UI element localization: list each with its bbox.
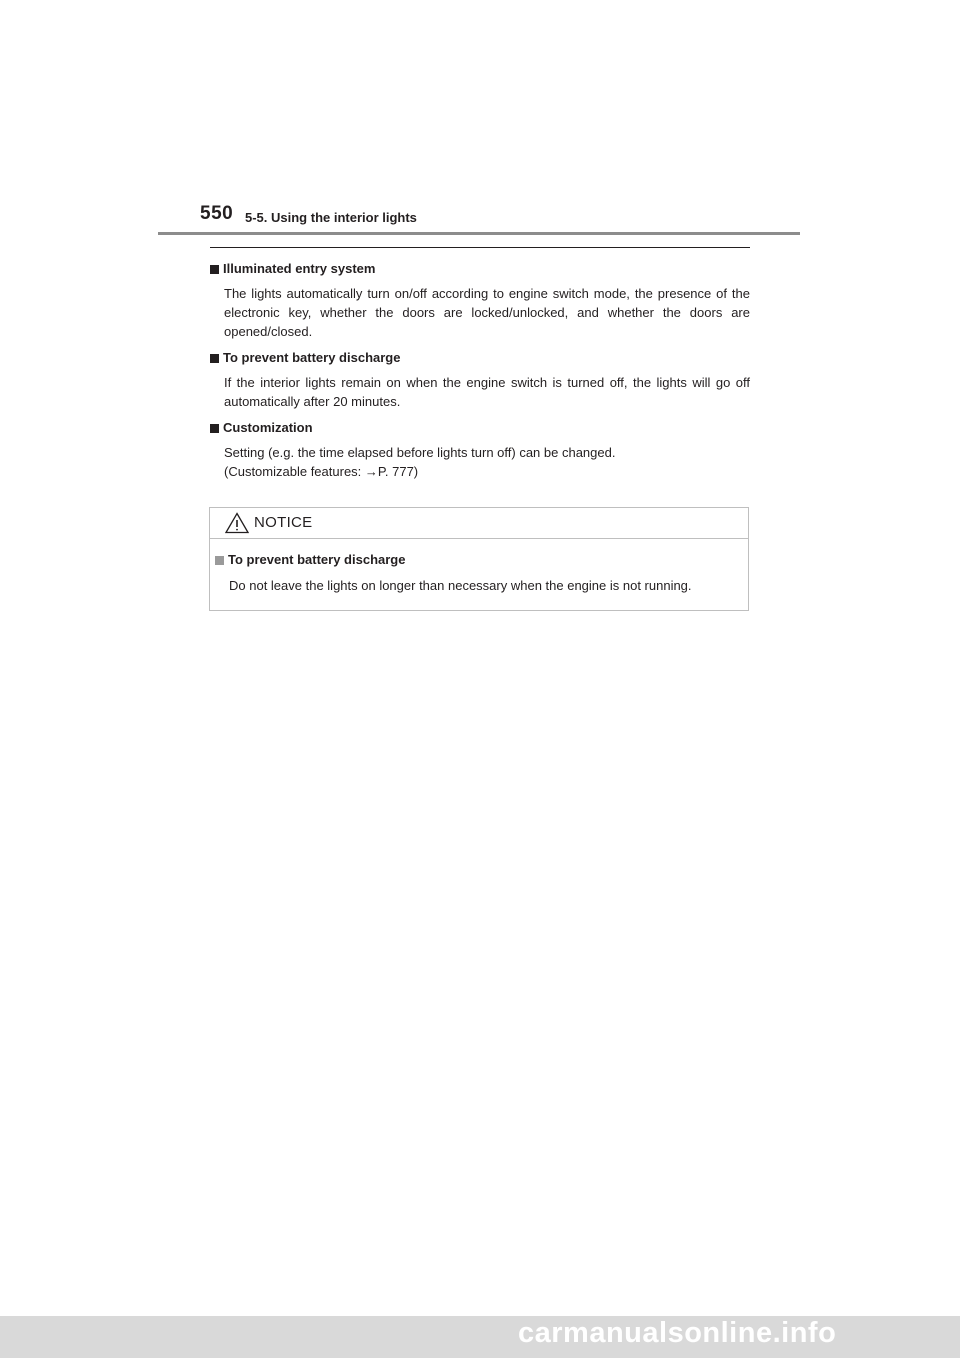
notice-item-text: Do not leave the lights on longer than necessary when the engine is not running. — [229, 578, 692, 593]
subsection-text: Setting (e.g. the time elapsed before lights turn off) can be changed. — [224, 445, 616, 460]
subsection-text: The lights automatically turn on/off according to engine switch mode, the presence of the electronic key, whether the doors are locked/unlocked, and whether the doors are opened/closed. — [224, 286, 750, 339]
page-header — [0, 0, 960, 240]
notice-header — [210, 508, 748, 539]
subsection-heading: To prevent battery discharge — [223, 350, 401, 365]
content-divider — [210, 247, 750, 248]
notice-item — [215, 550, 740, 595]
page-number: 550 — [200, 203, 234, 224]
square-bullet-icon — [210, 354, 219, 363]
section-title: 5-5. Using the interior lights — [245, 210, 417, 225]
square-bullet-icon — [210, 265, 219, 274]
subsection-heading: Illuminated entry system — [223, 261, 376, 276]
subsection-heading: Customization — [223, 420, 313, 435]
notice-title: NOTICE — [254, 514, 313, 531]
main-content — [210, 259, 750, 488]
customization-reference-link[interactable]: (Customizable features: →P. 777) — [224, 464, 419, 479]
subsection-customization — [210, 418, 750, 481]
subsection-illuminated-entry — [210, 259, 750, 341]
square-bullet-icon — [210, 424, 219, 433]
notice-item-heading: To prevent battery discharge — [228, 552, 406, 567]
subsection-battery-discharge — [210, 348, 750, 411]
watermark-text[interactable]: carmanualsonline.info — [518, 1317, 837, 1349]
square-bullet-icon — [215, 556, 224, 565]
header-divider — [158, 232, 800, 235]
notice-box — [209, 507, 749, 611]
warning-triangle-icon — [225, 512, 249, 534]
subsection-text: If the interior lights remain on when the engine switch is turned off, the lights will go off automatically after 20 minutes. — [224, 375, 750, 409]
